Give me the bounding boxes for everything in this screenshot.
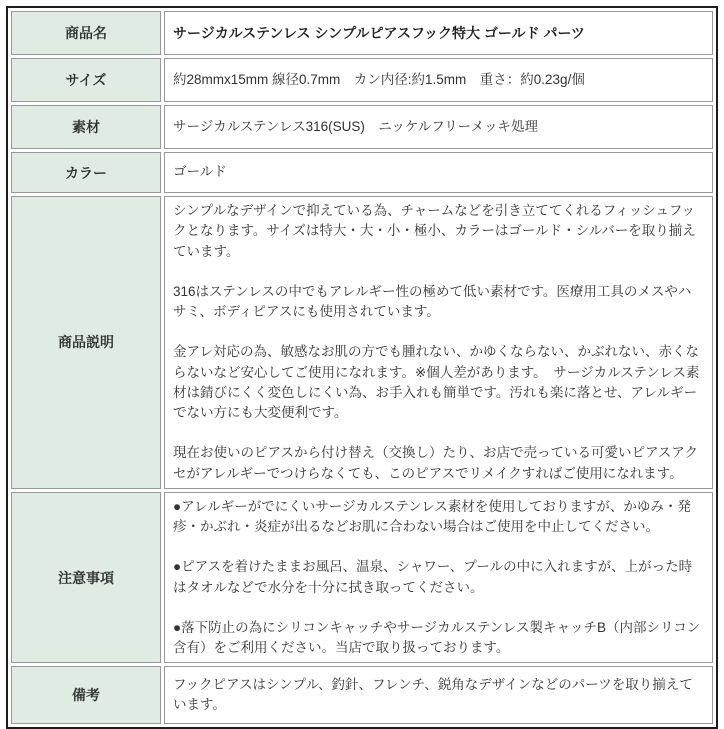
spec-label-cautions: 注意事項 [11, 492, 161, 664]
spec-label-remarks: 備考 [11, 666, 161, 724]
description-paragraph: シンプルなデザインで抑えている為、チャームなどを引き立ててくれるフィッシュフックとなります。サイズは特大・大・小・極小、カラーはゴールド・シルバーを取り揃えています。 [173, 203, 696, 259]
table-row-material [11, 105, 713, 149]
spec-label-material: 素材 [11, 105, 161, 149]
table-row-remarks [11, 666, 713, 724]
table-row-product-name [11, 11, 713, 55]
spec-label-product-name: 商品名 [11, 11, 161, 55]
spec-value-size: 約28mmx15mm 線径0.7mm カン内径:約1.5mm 重さ：約0.23g/個 [164, 58, 713, 102]
caution-item: ●落下防止の為にシリコンキャッチやサージカルステンレス製キャッチB（内部シリコン含有）をご利用ください。当店で取り扱っております。 [173, 619, 701, 655]
spec-value-description [164, 196, 713, 489]
description-paragraph: 316はステンレスの中でもアレルギー性の極めて低い素材です。医療用工具のメスやハサミ、ボディピアスにも使用されています。 [173, 283, 692, 319]
spec-value-product-name: サージカルステンレス シンプルピアスフック特大 ゴールド パーツ [164, 11, 713, 55]
description-paragraph: 金アレ対応の為、敏感なお肌の方でも腫れない、かゆくならない、かぶれない、赤くならないなど安心してご使用になれます。※個人差があります。 サージカルステンレス素材は錆びにくく変色しにくい為、お手入れも簡単です。汚れも楽に落とせ、アレルギーでない方にも大変便利です。 [173, 344, 700, 420]
spec-value-remarks: フックピアスはシンプル、釣針、フレンチ、鋭角なデザインなどのパーツを取り揃えています。 [164, 666, 713, 724]
table-row-description [11, 196, 713, 489]
spec-value-cautions [164, 492, 713, 664]
spec-value-material: サージカルステンレス316(SUS) ニッケルフリーメッキ処理 [164, 105, 713, 149]
description-paragraph: 現在お使いのピアスから付け替え（交換し）たり、お店で売っている可愛いピアスアクセがアレルギーでつけらなくても、このピアスでリメイクすればご使用になれます。 [173, 445, 699, 481]
table-row-color [11, 152, 713, 193]
caution-item: ●ピアスを着けたままお風呂、温泉、シャワー、プールの中に入れますが、上がった時はタオルなどで水分を十分に拭き取ってください。 [173, 559, 693, 595]
product-spec-table [6, 6, 718, 729]
table-row-cautions [11, 492, 713, 664]
spec-label-description: 商品説明 [11, 196, 161, 489]
table-row-size [11, 58, 713, 102]
spec-label-color: カラー [11, 152, 161, 193]
caution-item: ●アレルギーがでにくいサージカルステンレス素材を使用しておりますが、かゆみ・発疹・かぶれ・炎症が出るなどお肌に合わない場合はご使用を中止してください。 [173, 498, 691, 534]
spec-label-size: サイズ [11, 58, 161, 102]
spec-value-color: ゴールド [164, 152, 713, 193]
